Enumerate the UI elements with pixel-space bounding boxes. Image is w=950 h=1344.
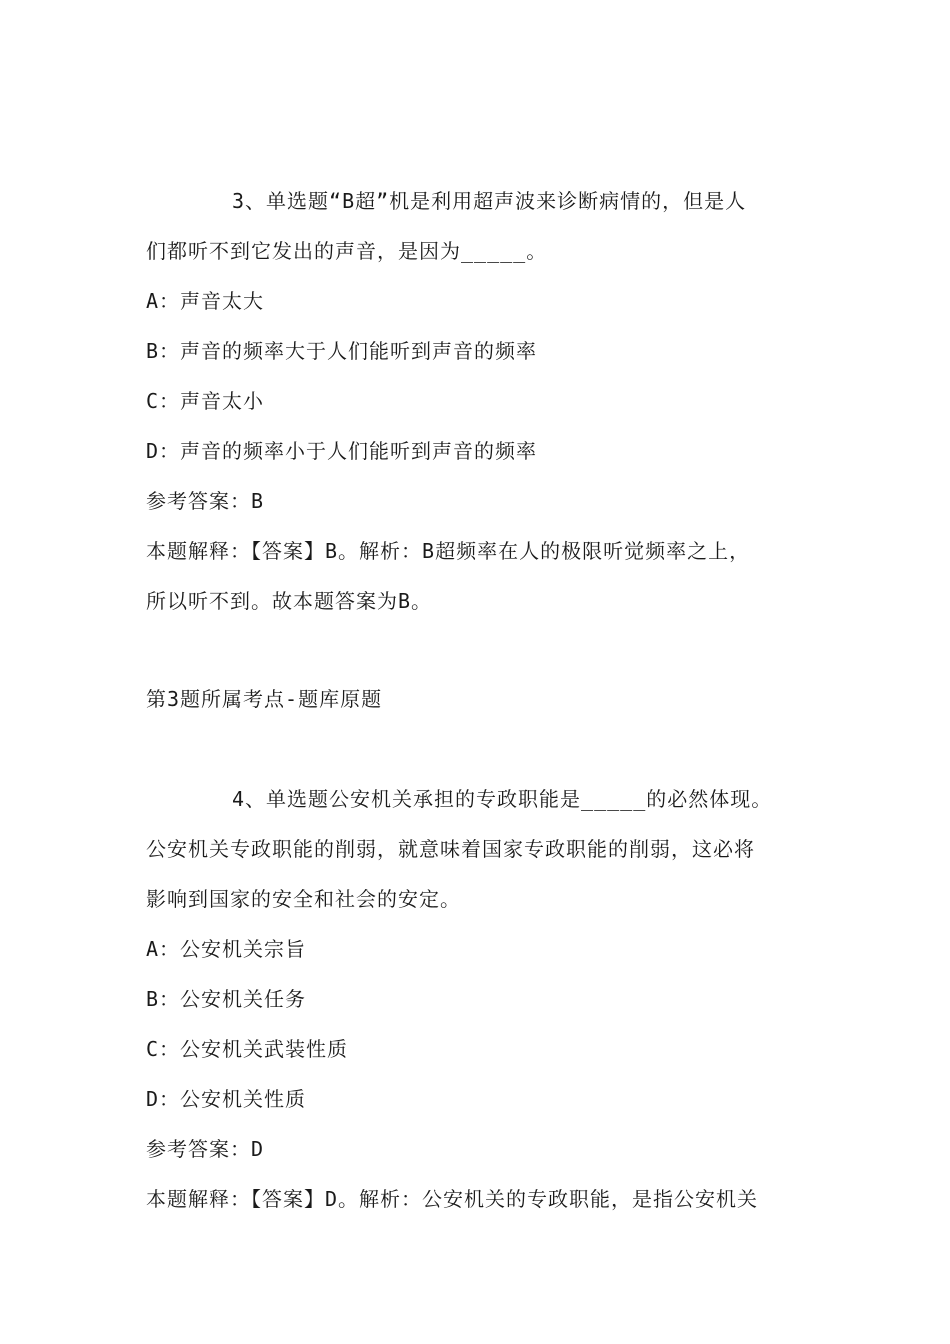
q3-option-c: C：声音太小 (146, 389, 265, 413)
q4-answer: 参考答案：D (146, 1137, 265, 1161)
q4-stem-line-2: 公安机关专政职能的削弱，就意味着国家专政职能的削弱，这必将 (146, 837, 755, 861)
q3-explanation-line-1: 本题解释：【答案】B。解析：B超频率在人的极限听觉频率之上， (146, 539, 751, 563)
q4-option-b: B：公安机关任务 (146, 987, 307, 1011)
q4-stem-line-3: 影响到国家的安全和社会的安定。 (146, 887, 461, 911)
q4-option-c: C：公安机关武装性质 (146, 1037, 349, 1061)
q3-explanation-line-2: 所以听不到。故本题答案为B。 (146, 589, 433, 613)
q4-explanation-line-1: 本题解释：【答案】D。解析：公安机关的专政职能，是指公安机关 (146, 1187, 759, 1211)
q3-stem-line-1: 3、单选题“B超”机是利用超声波来诊断病情的，但是人 (232, 189, 747, 213)
q4-option-a: A：公安机关宗旨 (146, 937, 307, 961)
q3-option-a: A：声音太大 (146, 289, 265, 313)
q3-stem-line-2: 们都听不到它发出的声音，是因为_____。 (146, 239, 548, 263)
q4-stem-line-1: 4、单选题公安机关承担的专政职能是_____的必然体现。 (232, 787, 773, 811)
q3-option-b: B：声音的频率大于人们能听到声音的频率 (146, 339, 538, 363)
q3-option-d: D：声音的频率小于人们能听到声音的频率 (146, 439, 538, 463)
q3-answer: 参考答案：B (146, 489, 265, 513)
q4-option-d: D：公安机关性质 (146, 1087, 307, 1111)
q3-topic: 第3题所属考点-题库原题 (146, 687, 383, 711)
